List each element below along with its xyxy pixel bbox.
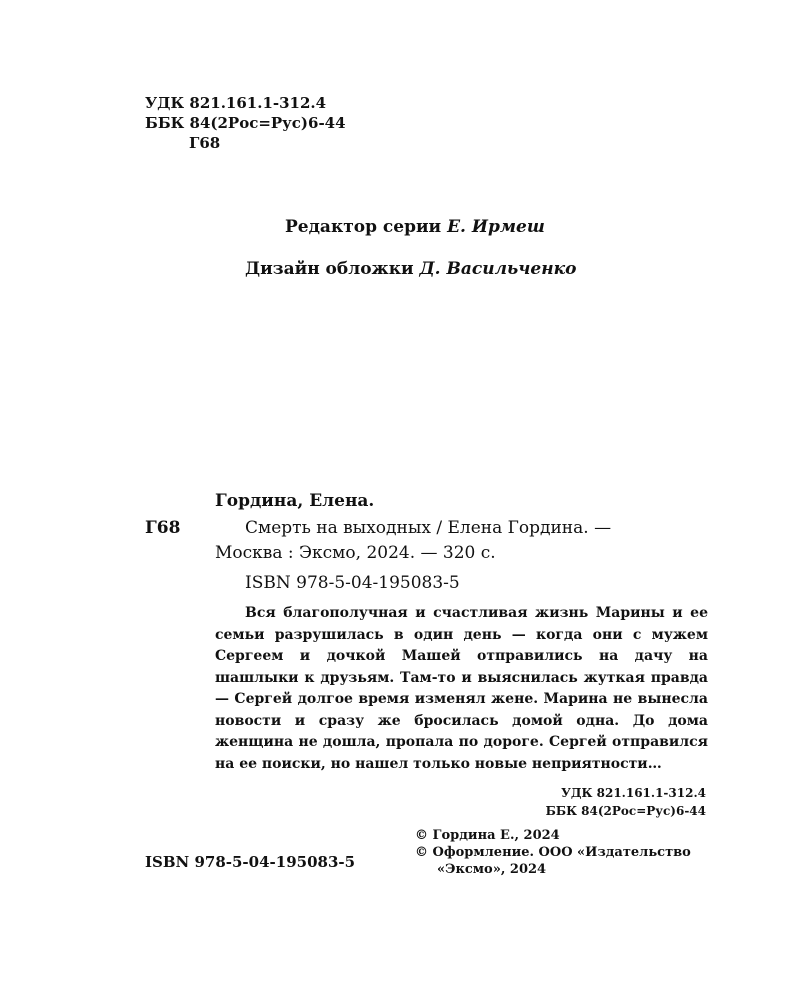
cover-design-line [245, 259, 576, 279]
copyright-block [415, 827, 691, 878]
footer-isbn: ISBN 978-5-04-195083-5 [145, 853, 356, 871]
cover-design-name: Д. Васильченко [419, 259, 577, 279]
annotation-text: Вся благополучная и счастливая жизнь Марины и ее семьи разрушилась в один день — когда они с мужем Сергеем и дочкой Машей отправились на дачу на шашлыки к друзьям. Там-то и выяснилась жуткая правда — Сергей долгое время изменял жене. Марина не вынесла новости и сразу же бросилась домой одна. До дома женщина не дошла, пропала по дороге. Сергей отправился на ее поиски, но нашел только новые неприятности… [215, 605, 708, 772]
bbk-code: ББК 84(2Рос=Рус)6-44 [145, 114, 346, 132]
bib-udk-code: УДК 821.161.1-312.4 [561, 786, 706, 800]
series-editor-label: Редактор серии [285, 217, 442, 237]
classification-block-top [145, 93, 346, 153]
annotation [215, 603, 708, 775]
cover-design-label: Дизайн обложки [245, 259, 414, 279]
classification-block-bottom [546, 784, 706, 820]
series-editor-line [285, 217, 545, 237]
author-heading: Гордина, Елена. [215, 491, 375, 511]
bib-bbk-code: ББК 84(2Рос=Рус)6-44 [545, 804, 706, 818]
series-editor-name: Е. Ирмеш [447, 217, 545, 237]
udk-code: УДК 821.161.1-312.4 [145, 94, 327, 112]
title-line-1: Смерть на выходных / Елена Гордина. — [245, 518, 612, 538]
copyright-design-line-2: «Эксмо», 2024 [437, 862, 547, 877]
author-mark: Г68 [189, 134, 221, 152]
bib-author-mark: Г68 [145, 518, 181, 538]
copyright-design-line-1: © Оформление. ООО «Издательство [415, 845, 691, 860]
copyright-author: © Гордина Е., 2024 [415, 828, 560, 843]
title-line-2: Москва : Эксмо, 2024. — 320 с. [215, 543, 496, 563]
bib-isbn: ISBN 978-5-04-195083-5 [245, 573, 460, 593]
